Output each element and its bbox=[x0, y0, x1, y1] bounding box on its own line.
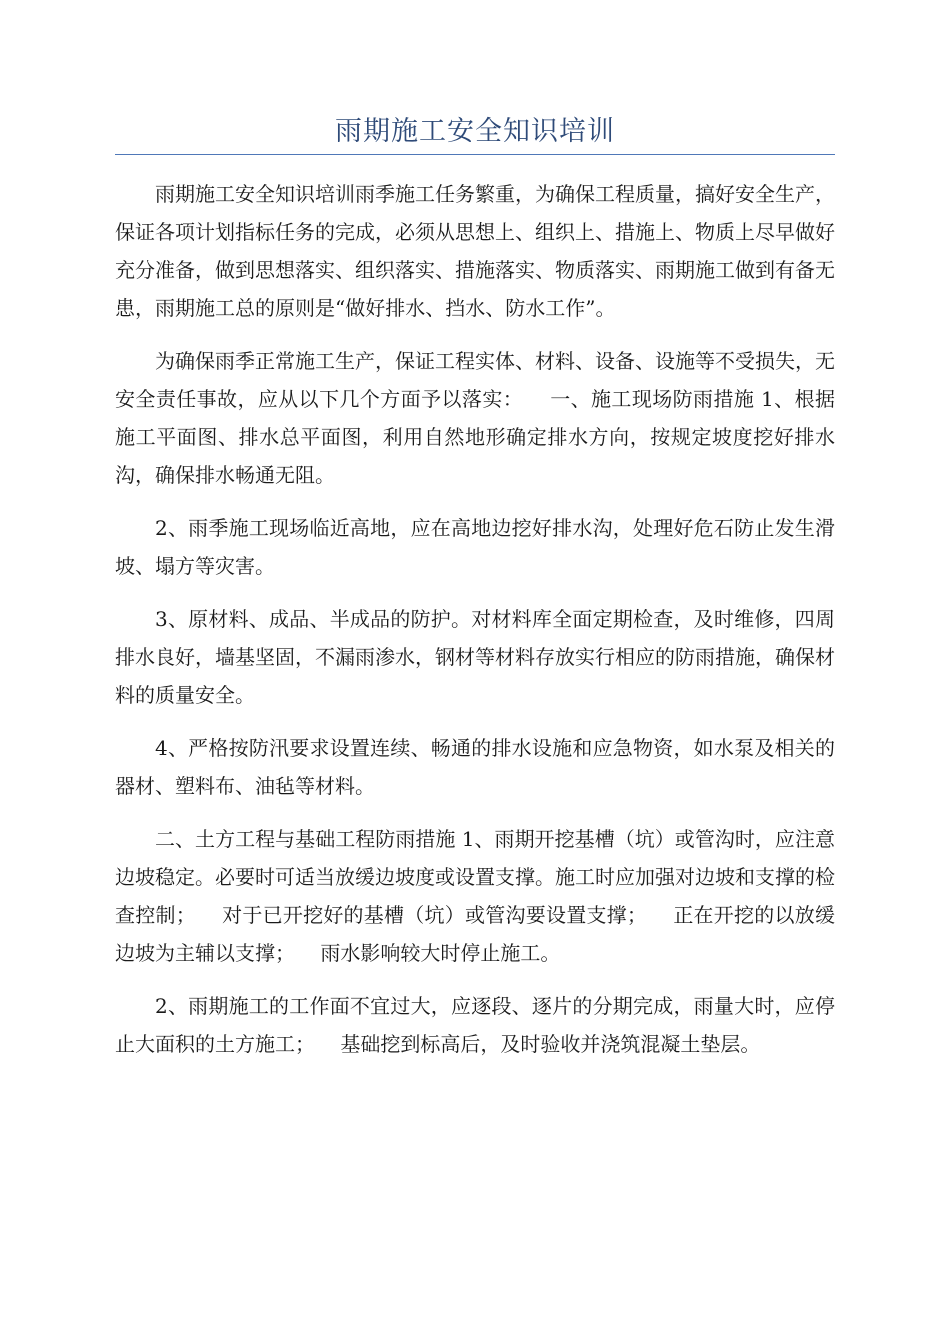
document-title: 雨期施工安全知识培训 bbox=[335, 116, 615, 147]
paragraph-site-rain-measures: 为确保雨季正常施工生产，保证工程实体、材料、设备、设施等不受损失，无安全责任事故，应从以下几个方面予以落实： 一、施工现场防雨措施 1、根据施工平面图、排水总平面图，利用自然地形确定排水方向，按规定坡度挖好排水沟，确保排水畅通无阻。 bbox=[115, 349, 835, 487]
paragraph-highland-drainage: 2、雨季施工现场临近高地，应在高地边挖好排水沟，处理好危石防止发生滑坡、塌方等灾害。 bbox=[115, 516, 835, 578]
paragraph-intro: 雨期施工安全知识培训雨季施工任务繁重，为确保工程质量，搞好安全生产，保证各项计划指标任务的完成，必须从思想上、组织上、措施上、物质上尽早做好充分准备，做到思想落实、组织落实、措施落实、物质落实、雨期施工做到有备无患，雨期施工总的原则是“做好排水、挡水、防水工作”。 bbox=[115, 182, 835, 320]
title-underline bbox=[115, 154, 835, 155]
document-body bbox=[115, 175, 835, 1078]
paragraph-earthwork-measures: 二、土方工程与基础工程防雨措施 1、雨期开挖基槽（坑）或管沟时，应注意边坡稳定。必要时可适当放缓边坡度或设置支撑。施工时应加强对边坡和支撑的检查控制； 对于已开挖好的基槽（坑）或管沟要设置支撑； 正在开挖的以放缓边坡为主辅以支撑； 雨水影响较大时停止施工。 bbox=[115, 827, 835, 965]
paragraph-material-protection: 3、原材料、成品、半成品的防护。对材料库全面定期检查，及时维修，四周排水良好，墙基坚固，不漏雨渗水，钢材等材料存放实行相应的防雨措施，确保材料的质量安全。 bbox=[115, 607, 835, 707]
paragraph-flood-supplies: 4、严格按防汛要求设置连续、畅通的排水设施和应急物资，如水泵及相关的器材、塑料布、油毡等材料。 bbox=[115, 736, 835, 798]
paragraph-work-face: 2、雨期施工的工作面不宜过大，应逐段、逐片的分期完成，雨量大时，应停止大面积的土方施工； 基础挖到标高后，及时验收并浇筑混凝土垫层。 bbox=[115, 994, 835, 1056]
